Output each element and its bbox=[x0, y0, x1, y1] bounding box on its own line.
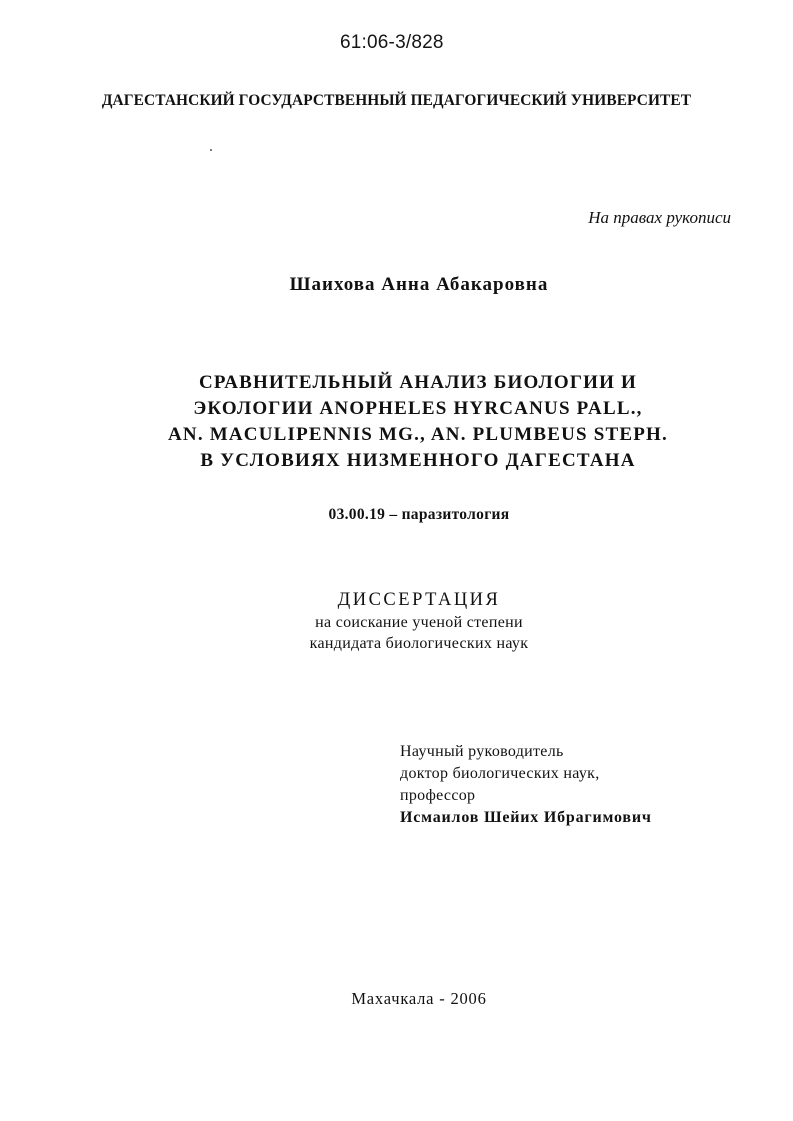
degree-line-2: кандидата биологических наук bbox=[309, 635, 529, 652]
title-line-1: СРАВНИТЕЛЬНЫЙ АНАЛИЗ БИОЛОГИИ И bbox=[198, 372, 638, 393]
specialty-code: 03.00.19 – паразитология bbox=[328, 506, 510, 523]
dissertation-heading: ДИССЕРТАЦИЯ bbox=[337, 590, 501, 610]
place-and-year: Махачкала - 2006 bbox=[351, 989, 487, 1008]
university-name: ДАГЕСТАНСКИЙ ГОСУДАРСТВЕННЫЙ ПЕДАГОГИЧЕСКИЙ УНИВЕРСИТЕТ bbox=[101, 92, 692, 109]
dissertation-title bbox=[0, 370, 793, 474]
dissertation-type-block bbox=[0, 588, 793, 654]
degree-line-1: на соискание ученой степени bbox=[315, 614, 523, 631]
title-line-3: AN. MACULIPENNIS MG., AN. PLUMBEUS STEPH. bbox=[168, 424, 668, 445]
supervisor-block bbox=[400, 741, 652, 829]
manuscript-rights-note: На правах рукописи bbox=[588, 208, 731, 227]
supervisor-rank: профессор bbox=[400, 787, 476, 804]
title-line-4: В УСЛОВИЯХ НИЗМЕННОГО ДАГЕСТАНА bbox=[200, 450, 636, 471]
title-line-2: ЭКОЛОГИИ ANOPHELES HYRCANUS PALL., bbox=[193, 398, 643, 419]
supervisor-role: Научный руководитель bbox=[400, 743, 564, 760]
scan-speck bbox=[210, 149, 212, 151]
archive-stamp-number: 61:06-3/828 bbox=[340, 32, 444, 53]
supervisor-degree: доктор биологических наук, bbox=[400, 765, 600, 782]
author-name: Шаихова Анна Абакаровна bbox=[289, 274, 549, 295]
supervisor-name: Исмаилов Шейих Ибрагимович bbox=[400, 809, 652, 826]
